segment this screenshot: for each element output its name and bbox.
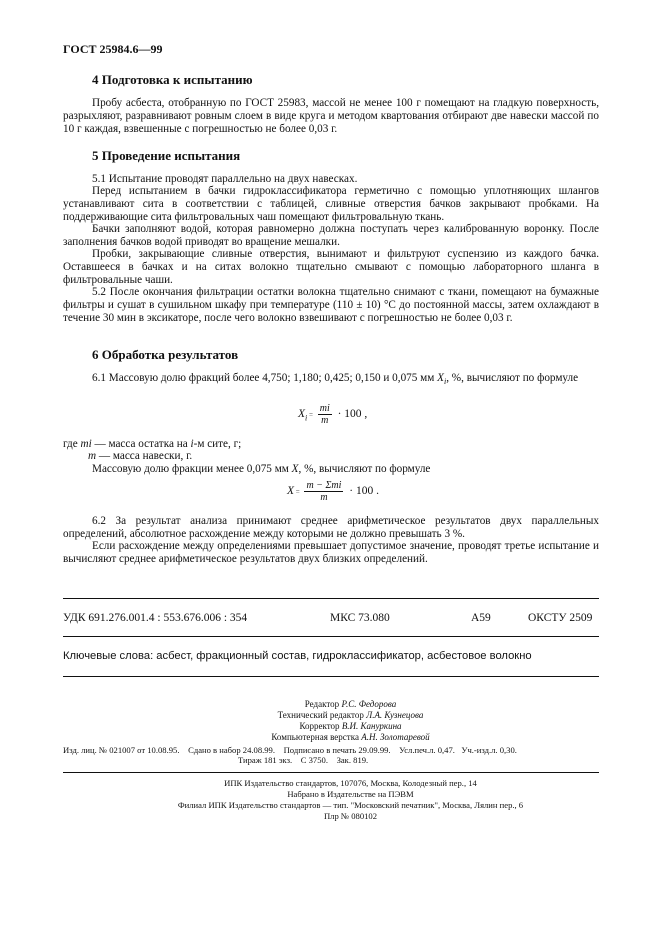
- staff-editor: Редактор Р.С. Федорова: [304, 699, 397, 709]
- section-title-6: 6 Обработка результатов: [92, 347, 239, 362]
- publication-info-line-2: Тираж 181 экз. С 3750. Зак. 819.: [238, 755, 369, 765]
- keywords: Ключевые слова: асбест, фракционный состав, гидроклассификатор, асбестовое волокно: [63, 650, 532, 662]
- section-5-paragraph-3: Бачки заполняют водой, которая равномерно должна поступать через калиброванную воронку. После заполнения бачков водой приводят во вращение мешалки.: [63, 223, 599, 248]
- section-5-paragraph-1: 5.1 Испытание проводят параллельно на двух навесках.: [92, 173, 358, 185]
- okstu-code: ОКСТУ 2509: [528, 612, 593, 624]
- formula-1: $X_i$ = $\frac{mi}{m}$ · 100 ,: [298, 403, 368, 426]
- section-5-paragraph-5: 5.2 После окончания фильтрации остатки волокна тщательно снимают с ткани, помещают на бумажные фильтры и сушат в сушильном шкафу при температуре (110 ± 10) °С до постоянной массы, затем охлаждают в течение 30 мин в эксикаторе, после чего волокно взвешивают с погрешностью не более 0,03 г.: [63, 286, 599, 324]
- publication-info: [63, 745, 599, 765]
- section-title-5: 5 Проведение испытания: [92, 148, 241, 163]
- imprint-line-1: ИПК Издательство стандартов, 107076, Москва, Колодезный пер., 14: [224, 778, 477, 788]
- staff-list: [0, 699, 661, 743]
- mks-code: МКС 73.080: [330, 612, 390, 624]
- publication-info-line-1: Изд. лиц. № 021007 от 10.08.95. Сдано в набор 24.08.99. Подписано в печать 29.09.99. Усл.печ.л. 0,47. Уч.-изд.л. 0,30.: [63, 745, 517, 755]
- footer-rule-top: [63, 598, 599, 599]
- formula-2-fraction: $\frac{\text{m − Σmi}}{m}$: [306, 480, 342, 503]
- formula-2: X = $\frac{\text{m − Σmi}}{m}$ · 100 .: [287, 480, 379, 503]
- a59-code: А59: [471, 612, 491, 624]
- section-5-paragraph-2: Перед испытанием в бачки гидроклассификатора герметично с помощью уплотняющих шлангов устанавливают сита в соответствии с таблицей, сливные отверстия бачков закрывают пробками. На поддерживающие сита фильтровальных чаш помещают фильтровальную ткань.: [63, 185, 599, 223]
- where-line-1: где mi — масса остатка на i-м сите, г;: [63, 438, 242, 450]
- imprint: [0, 778, 661, 822]
- section-5-paragraph-4: Пробки, закрывающие сливные отверстия, вынимают и фильтруют суспензию из каждого бачка. Оставшееся в бачках и на ситах волокно тщательно смывают с помощью лабораторного шланга в фильтровальные чаши.: [63, 248, 599, 286]
- imprint-rule: [63, 772, 599, 773]
- section-4-paragraph: Пробу асбеста, отобранную по ГОСТ 25983, массой не менее 100 г помещают на гладкую поверхность, разрыхляют, разравнивают ровным слоем в виде круга и методом квартования отбирают две навески массой по 10 г каждая, взвешенные с погрешностью не более 0,03 г.: [63, 97, 599, 135]
- section-title-4: 4 Подготовка к испытанию: [92, 72, 253, 87]
- footer-rule-bottom: [63, 676, 599, 677]
- formula-1-fraction: $\frac{mi}{m}$: [319, 403, 330, 426]
- staff-corrector: Корректор В.И. Кануркина: [299, 721, 402, 731]
- section-6-paragraph-4: Если расхождение между определениями превышает допустимое значение, проводят третье испытание и вычисляют среднее арифметическое результатов двух близких определений.: [63, 540, 599, 565]
- section-6-paragraph-1: 6.1 Массовую долю фракций более 4,750; 1,180; 0,425; 0,150 и 0,075 мм $X_i$, %, вычисляют по формуле: [92, 372, 579, 387]
- staff-layout: Компьютерная верстка А.Н. Золотаревой: [271, 732, 430, 742]
- imprint-line-3: Филиал ИПК Издательство стандартов — тип. "Московский печатник", Москва, Лялин пер., 6: [177, 800, 524, 810]
- footer-rule-middle: [63, 636, 599, 637]
- section-6-paragraph-3: 6.2 За результат анализа принимают среднее арифметическое результатов двух параллельных определений, абсолютное расхождение между которыми не должно превышать 3 %.: [63, 515, 599, 540]
- document-header: ГОСТ 25984.6—99: [63, 42, 163, 56]
- imprint-line-4: Плр № 080102: [323, 811, 378, 821]
- where-line-2: m — масса навески, г.: [88, 450, 193, 462]
- section-6-paragraph-2: Массовую долю фракции менее 0,075 мм X, %, вычисляют по формуле: [92, 463, 431, 475]
- udk-code: УДК 691.276.001.4 : 553.676.006 : 354: [63, 612, 248, 624]
- imprint-line-2: Набрано в Издательстве на ПЭВМ: [287, 789, 414, 799]
- staff-tech-editor: Технический редактор Л.А. Кузнецова: [277, 710, 424, 720]
